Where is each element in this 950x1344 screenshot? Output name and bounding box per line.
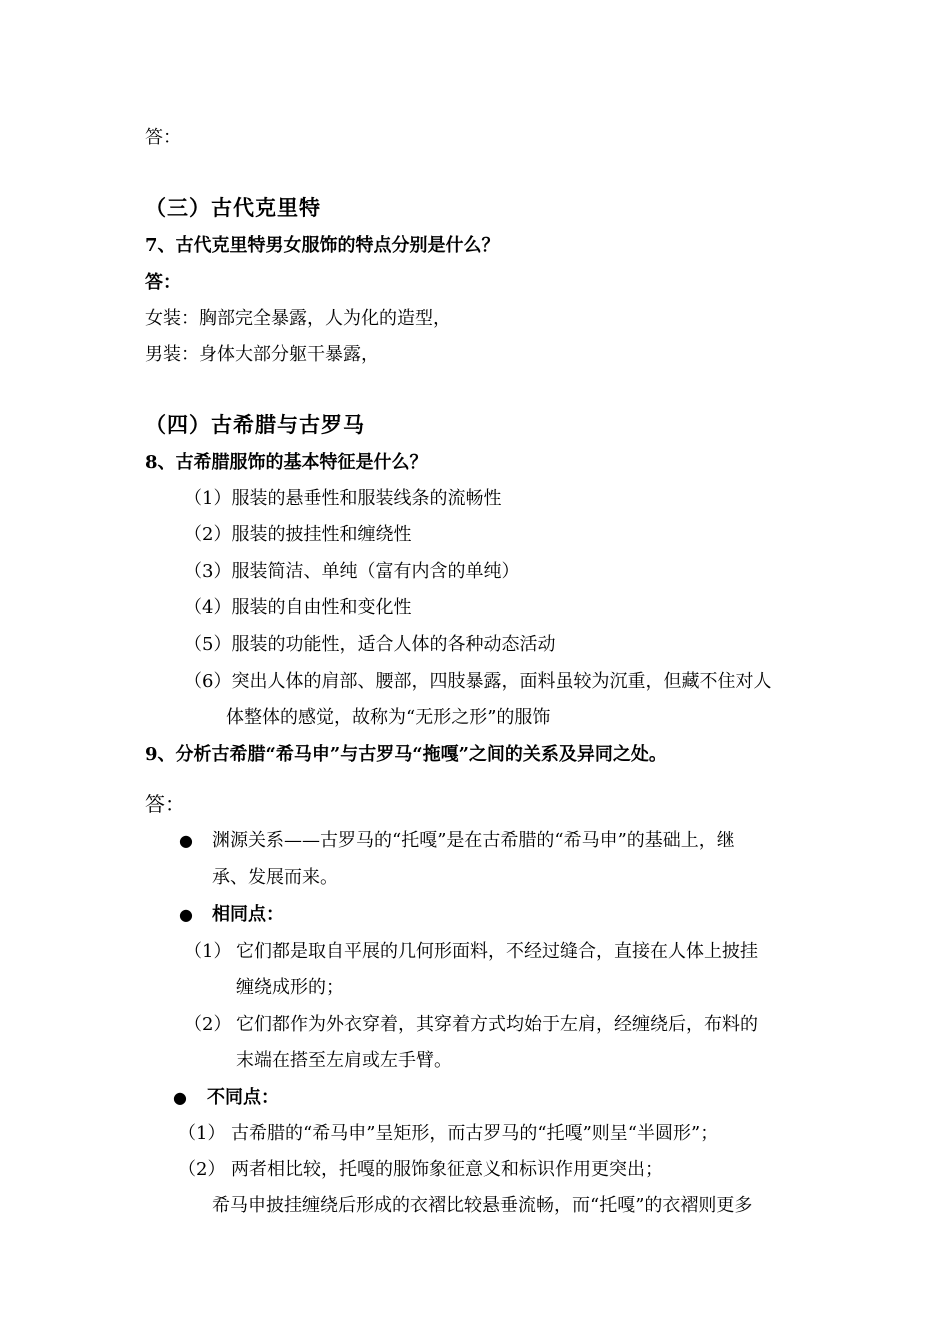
list-item: （5）服装的功能性，适合人体的各种动态活动	[184, 634, 556, 655]
diff-2-text: 两者相比较，托嘎的服饰象征意义和标识作用更突出；	[231, 1159, 663, 1180]
answer-label: 答：	[145, 792, 185, 816]
answer-label: 答：	[145, 272, 181, 293]
list-item: （3）服装简洁、单纯（富有内含的单纯）	[184, 561, 520, 582]
list-item: （2）服装的披挂性和缠绕性	[184, 524, 412, 545]
list-item-continuation: 体整体的感觉，故称为“无形之形”的服饰	[226, 707, 551, 728]
bullet-origin-line1: 渊源关系——古罗马的“托嘎”是在古希腊的“希马申”的基础上，继	[212, 830, 735, 851]
section-heading-greece-rome: （四）古希腊与古罗马	[145, 413, 365, 437]
question-9: 9、分析古希腊“希马申”与古罗马“拖嘎”之间的关系及异同之处。	[145, 744, 667, 765]
same-2-line1: 它们都作为外衣穿着，其穿着方式均始于左肩，经缠绕后，布料的	[236, 1014, 758, 1035]
answer-label: 答：	[145, 127, 181, 148]
diff-2-number: （2）	[178, 1159, 226, 1180]
list-item: （1）服装的悬垂性和服装线条的流畅性	[184, 488, 502, 509]
list-item: （4）服装的自由性和变化性	[184, 597, 412, 618]
bullet-icon: ●	[179, 905, 193, 924]
question-8: 8、古希腊服饰的基本特征是什么？	[145, 452, 428, 473]
diff-1-number: （1）	[178, 1123, 226, 1144]
diff-1-text: 古希腊的“希马申”呈矩形，而古罗马的“托嘎”则呈“半圆形”；	[231, 1123, 719, 1144]
list-item: （6）突出人体的肩部、腰部，四肢暴露，面料虽较为沉重，但藏不住对人	[184, 671, 772, 692]
same-2-line2: 末端在搭至左肩或左手臂。	[236, 1050, 452, 1071]
bullet-icon: ●	[173, 1088, 187, 1107]
answer-female: 女装：胸部完全暴露，人为化的造型，	[145, 308, 451, 329]
diff-2-continuation: 希马申披挂缠绕后形成的衣褶比较悬垂流畅，而“托嘎”的衣褶则更多	[212, 1195, 753, 1216]
answer-male: 男装：身体大部分躯干暴露，	[145, 344, 379, 365]
same-points-label: 相同点：	[212, 904, 284, 925]
section-heading-crete: （三）古代克里特	[145, 196, 321, 220]
same-1-line1: 它们都是取自平展的几何形面料，不经过缝合，直接在人体上披挂	[236, 941, 758, 962]
same-1-number: （1）	[184, 941, 232, 962]
same-1-line2: 缠绕成形的；	[236, 977, 344, 998]
same-2-number: （2）	[184, 1014, 232, 1035]
diff-points-label: 不同点：	[207, 1087, 279, 1108]
question-7: 7、古代克里特男女服饰的特点分别是什么？	[145, 235, 500, 256]
bullet-icon: ●	[179, 831, 193, 850]
bullet-origin-line2: 承、发展而来。	[212, 867, 338, 888]
